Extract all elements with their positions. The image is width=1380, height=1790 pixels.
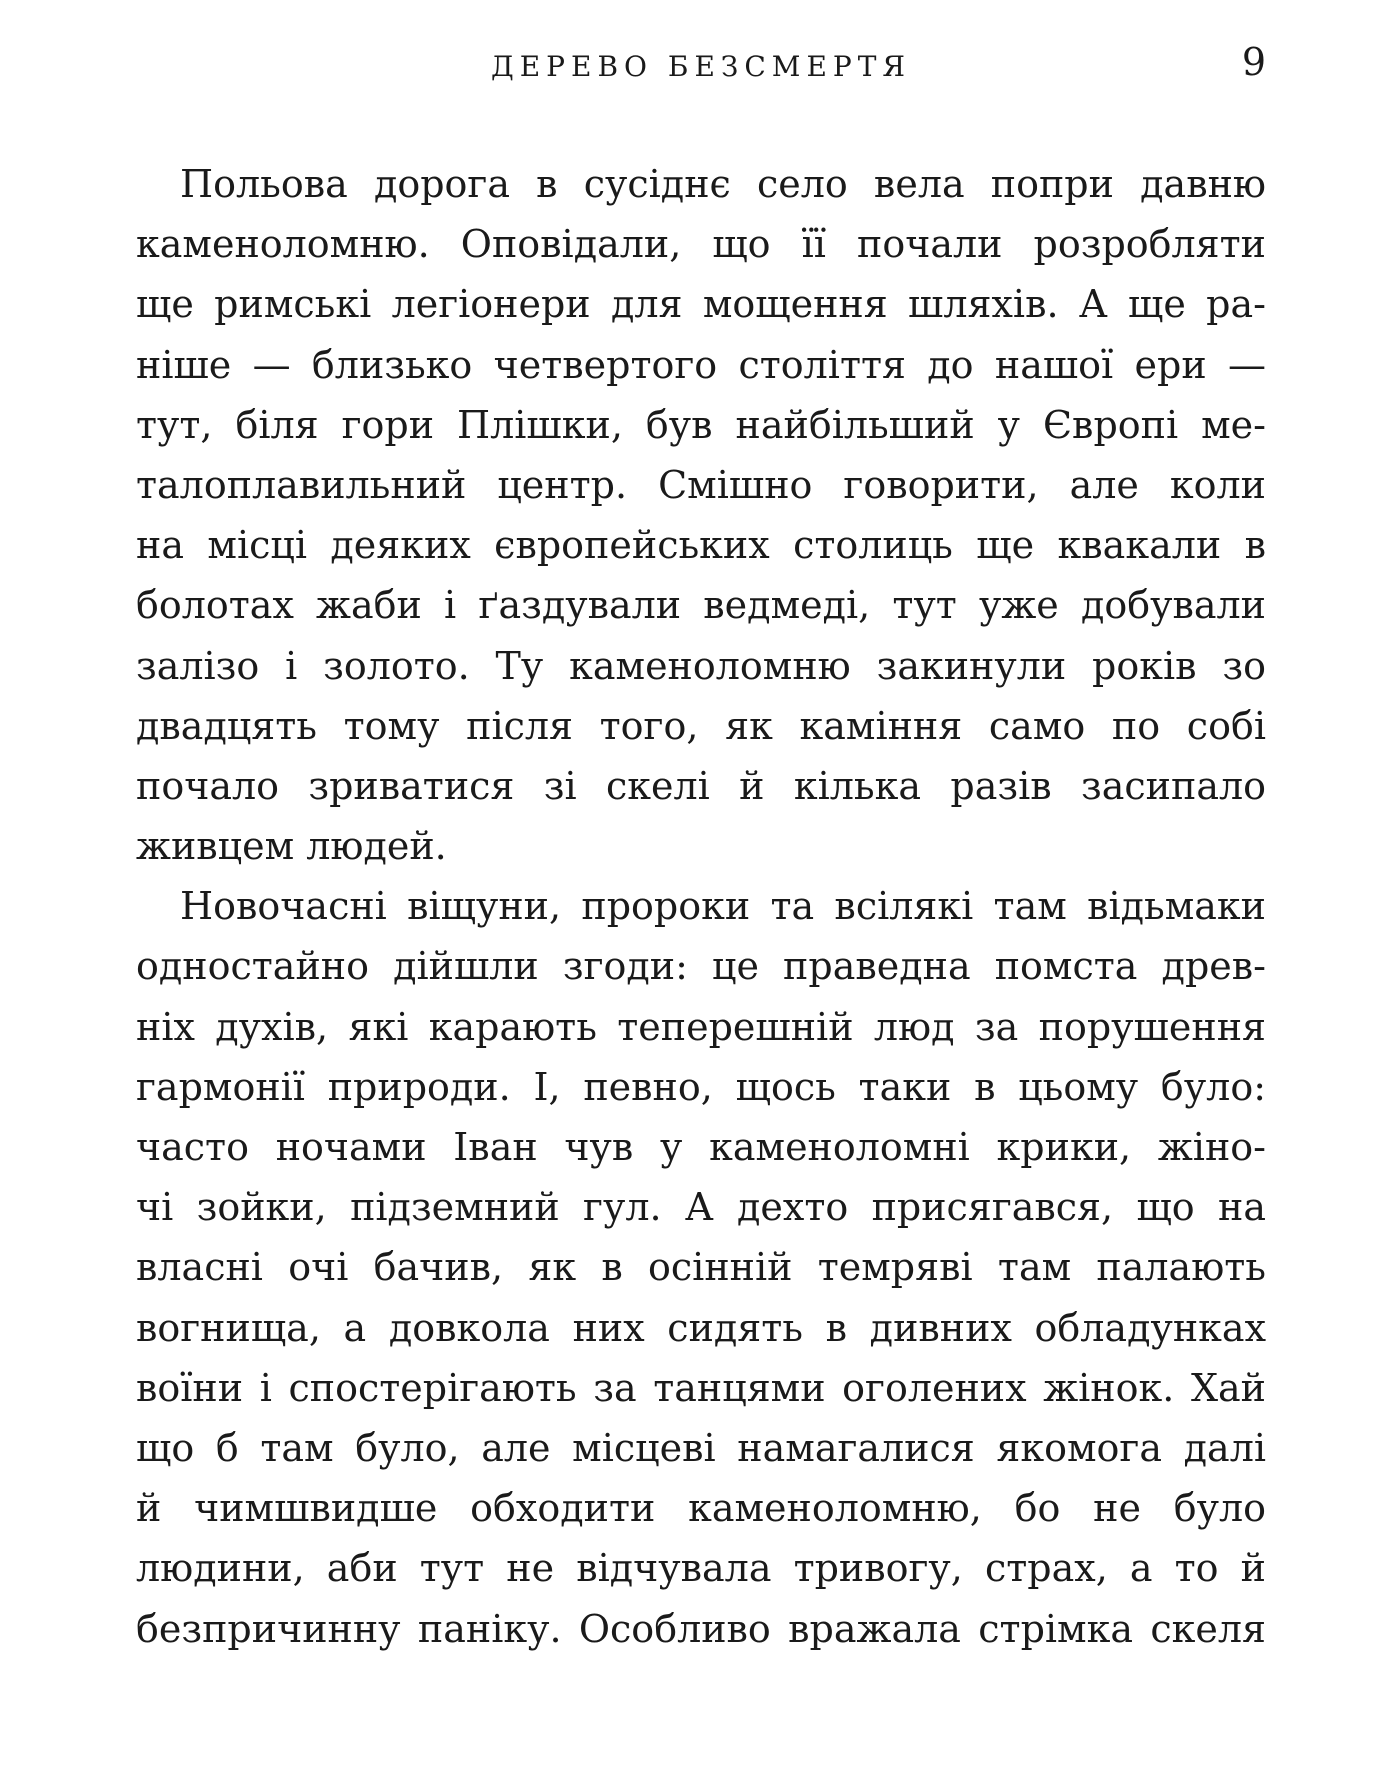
text-line: на місці деяких європейських столиць ще квакали в (136, 523, 1266, 568)
text-line: каменоломню. Оповідали, що її почали розробляти (136, 222, 1266, 267)
text-line: Новочасні віщуни, пророки та всілякі там відьмаки (180, 884, 1266, 929)
paragraph-2 (136, 876, 1266, 1658)
text-line: одностайно дійшли згоди: це праведна помста древ- (136, 944, 1266, 989)
text-body (136, 154, 1266, 1659)
text-line: вогнища, а довкола них сидять в дивних обладунках (136, 1305, 1266, 1350)
text-line: воїни і спостерігають за танцями оголених жінок. Хай (136, 1365, 1266, 1410)
page-number: 9 (1241, 40, 1266, 84)
text-line: й чимшвидше обходити каменоломню, бо не було (136, 1486, 1266, 1531)
text-line: часто ночами Іван чув у каменоломні крики, жіно- (136, 1125, 1266, 1169)
text-line: ніх духів, які карають теперешній люд за порушення (136, 1004, 1266, 1049)
text-line: талоплавильний центр. Смішно говорити, але коли (136, 462, 1266, 507)
text-line: двадцять тому після того, як каміння само по собі (136, 703, 1266, 748)
text-line: залізо і золото. Ту каменоломню закинули років зо (136, 643, 1266, 688)
text-line: безпричинну паніку. Особливо вражала стрімка скеля (136, 1606, 1266, 1651)
text-line: чі зойки, підземний гул. А дехто присягався, що на (136, 1185, 1266, 1230)
text-line: ніше — близько четвертого століття до нашої ери — (136, 342, 1266, 387)
running-header (136, 40, 1266, 100)
text-line: болотах жаби і ґаздували ведмеді, тут уже добували (136, 583, 1266, 628)
text-line: тут, біля гори Плішки, був найбільший у Європі ме- (136, 402, 1266, 447)
paragraph-1 (136, 154, 1266, 876)
text-line: гармонії природи. І, певно, щось таки в цьому було: (136, 1064, 1266, 1109)
text-line: ще римські легіонери для мощення шляхів. А ще ра- (136, 282, 1266, 327)
text-line: власні очі бачив, як в осінній темряві там палають (136, 1245, 1266, 1290)
text-line: Польова дорога в сусіднє село вела попри давню (180, 162, 1266, 206)
text-line: живцем людей. (136, 824, 447, 869)
text-line: людини, аби тут не відчувала тривогу, страх, а то й (136, 1546, 1266, 1591)
text-line: що б там було, але місцеві намагалися якомога далі (136, 1425, 1266, 1470)
text-line: почало зриватися зі скелі й кілька разів засипало (136, 763, 1266, 808)
running-title: ДЕРЕВО БЕЗСМЕРТЯ (490, 50, 912, 83)
